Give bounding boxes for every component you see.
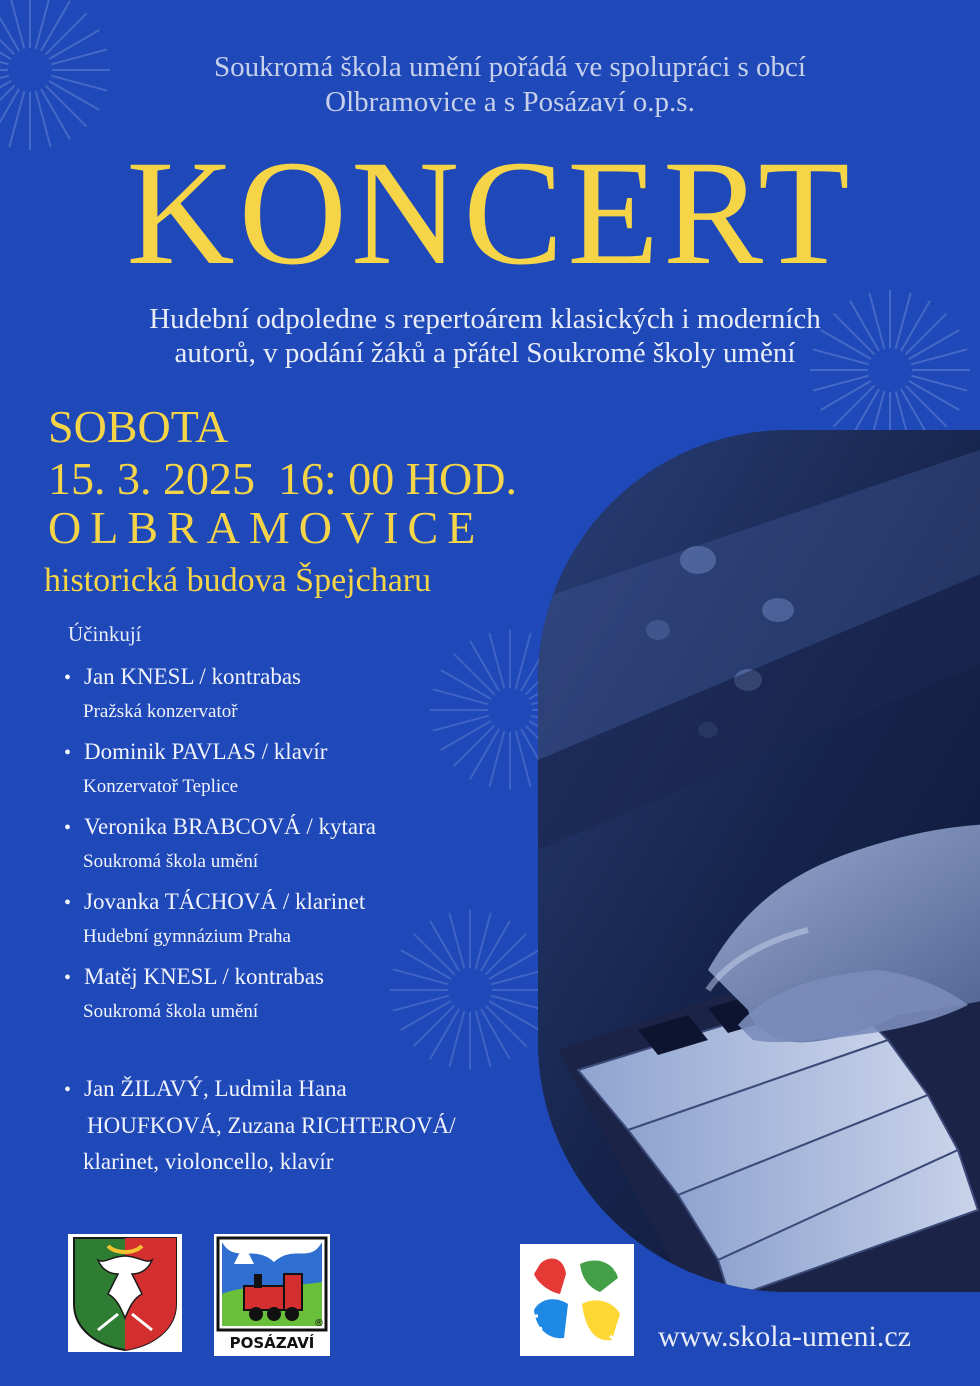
organizer-line-1: Soukromá škola umění pořádá ve spolupráci s obcí bbox=[214, 51, 806, 83]
performer-item bbox=[64, 887, 365, 950]
registered-mark: ® bbox=[314, 1318, 324, 1329]
poster-title: KONCERT bbox=[126, 130, 854, 296]
group-line-1: • Jan ŽILAVÝ, Ludmila Hana bbox=[64, 1074, 456, 1105]
performer-school: Hudební gymnázium Praha bbox=[83, 926, 291, 947]
starburst-ray bbox=[449, 913, 464, 969]
performer-name: • Jovanka TÁCHOVÁ / klarinet bbox=[64, 887, 365, 918]
piano-hands-image bbox=[538, 430, 980, 1292]
starburst-ray bbox=[9, 0, 24, 49]
starburst-ray bbox=[36, 0, 51, 49]
train-icon bbox=[214, 1234, 330, 1334]
starburst-ray bbox=[489, 731, 504, 787]
performer-school: Soukromá škola umění bbox=[83, 851, 259, 872]
starburst-ray bbox=[0, 13, 14, 54]
starburst-ray bbox=[813, 376, 869, 391]
performer-item bbox=[64, 737, 327, 800]
starburst-ray bbox=[433, 689, 489, 704]
performer-school: Konzervatoř Teplice bbox=[83, 776, 238, 797]
performer-group bbox=[64, 1074, 456, 1177]
event-venue: historická budova Špejcharu bbox=[44, 562, 432, 599]
performer-name: • Dominik PAVLAS / klavír bbox=[64, 737, 327, 768]
starburst-ray bbox=[476, 913, 491, 969]
starburst-ray bbox=[393, 996, 449, 1011]
performer-school: Soukromá škola umění bbox=[83, 1001, 259, 1022]
performer-item bbox=[64, 662, 301, 725]
description-line-2: autorů, v podání žáků a přátel Soukromé školy umění bbox=[174, 337, 796, 369]
olbramovice-coat-of-arms-logo bbox=[68, 1234, 182, 1352]
starburst-ray bbox=[0, 86, 14, 127]
starburst-ray bbox=[516, 731, 531, 787]
starburst-ray bbox=[449, 1011, 464, 1067]
website-link[interactable]: www.skola-umeni.cz bbox=[658, 1320, 911, 1353]
performer-item bbox=[64, 962, 324, 1025]
posazavi-logo-text: POSÁZAVÍ bbox=[229, 1334, 315, 1352]
starburst-ray bbox=[911, 376, 967, 391]
posazavi-logo bbox=[214, 1234, 330, 1356]
group-line-2: HOUFKOVÁ, Zuzana RICHTEROVÁ/ bbox=[87, 1113, 456, 1138]
organizer-line-2: Olbramovice a s Posázaví o.p.s. bbox=[325, 86, 695, 118]
event-day: SOBOTA bbox=[48, 401, 229, 452]
school-hands-logo bbox=[520, 1244, 634, 1356]
performer-item bbox=[64, 812, 376, 875]
performer-school: Pražská konzervatoř bbox=[83, 701, 238, 722]
event-place: OLBRAMOVICE bbox=[48, 502, 485, 553]
starburst-ray bbox=[911, 349, 967, 364]
starburst-ray bbox=[433, 716, 489, 731]
performer-name: • Matěj KNESL / kontrabas bbox=[64, 962, 324, 993]
event-description bbox=[60, 302, 910, 370]
description-line-1: Hudební odpoledne s repertoárem klasických i moderních bbox=[149, 303, 821, 335]
event-datetime: 15. 3. 2025 16: 00 HOD. bbox=[48, 453, 517, 504]
performer-name: • Veronika BRABCOVÁ / kytara bbox=[64, 812, 376, 843]
starburst-ray bbox=[489, 633, 504, 689]
performers-label: Účinkují bbox=[68, 622, 142, 646]
starburst-ray bbox=[393, 969, 449, 984]
organizer-text bbox=[60, 50, 960, 120]
group-line-3: klarinet, violoncello, klavír bbox=[83, 1149, 334, 1174]
starburst-ray bbox=[516, 633, 531, 689]
performer-name: • Jan KNESL / kontrabas bbox=[64, 662, 301, 693]
starburst-ray bbox=[476, 1011, 491, 1067]
piano-photo bbox=[538, 430, 980, 1292]
